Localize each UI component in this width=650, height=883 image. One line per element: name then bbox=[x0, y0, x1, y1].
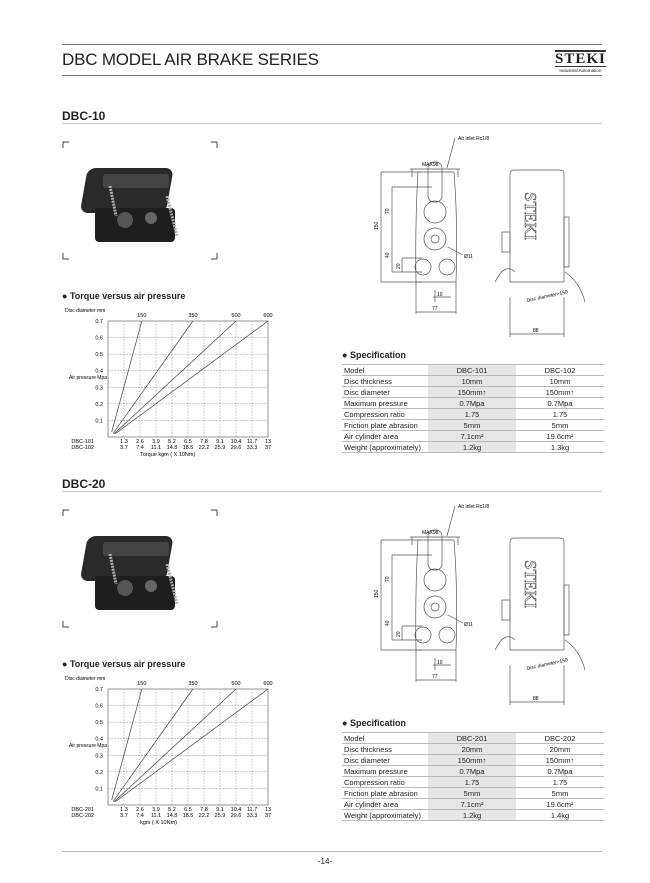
air-inlet-label: Air inlet Rc1/8 bbox=[458, 136, 490, 142]
x-tick-label: 11.1 bbox=[150, 445, 162, 451]
spec-value: 150mm↑ bbox=[516, 387, 604, 398]
spec-label: Air cylinder area bbox=[342, 799, 428, 810]
x-tick-label: 13 bbox=[264, 439, 272, 445]
y-tick-label: 0.4 bbox=[95, 368, 103, 375]
x-tick-label: 10.4 bbox=[230, 439, 242, 445]
x-tick-label: 3.7 bbox=[120, 813, 128, 819]
y-tick-label: 0.7 bbox=[95, 319, 103, 325]
spec-value: 7.1cm² bbox=[428, 799, 516, 810]
spec-value: 5mm bbox=[516, 788, 604, 799]
spec-value: 10mm bbox=[428, 376, 516, 387]
x-tick-label: 22.2 bbox=[198, 813, 210, 819]
spec-value: DBC-102 bbox=[516, 365, 604, 376]
x-axis-label: kgm ( X 10Nm) bbox=[140, 820, 177, 826]
series-axis-label: Disc diameter mm bbox=[65, 308, 106, 314]
x-tick-label: 2.6 bbox=[136, 439, 144, 445]
y-tick-label: 0.5 bbox=[95, 720, 103, 727]
y-axis-label: Air pressure Mpa bbox=[68, 375, 108, 381]
x-tick-label: 33.3 bbox=[246, 445, 258, 451]
brand-engraving: STEKI bbox=[521, 192, 540, 241]
x-tick-label: 10.4 bbox=[230, 807, 242, 813]
spec-label: Disc thickness bbox=[342, 744, 428, 755]
series-label: 500 bbox=[231, 313, 241, 319]
y-tick-label: 0.3 bbox=[95, 385, 103, 392]
spec-value: 1.75 bbox=[428, 409, 516, 420]
chart-title: ● Torque versus air pressure bbox=[62, 291, 186, 301]
air-inlet-label: Air inlet Rc1/8 bbox=[458, 504, 490, 510]
spec-row bbox=[342, 733, 604, 744]
series-line-500 bbox=[114, 689, 236, 802]
disc-diameter-label: Disc diameter>150 bbox=[526, 657, 569, 672]
product-section bbox=[0, 368, 650, 826]
spec-row bbox=[342, 755, 604, 766]
x-tick-label: 14.8 bbox=[166, 445, 178, 451]
y-axis-label: Air pressure Mpa bbox=[68, 743, 108, 749]
spec-value: 150mm↑ bbox=[516, 755, 604, 766]
dim-40: 40 bbox=[385, 252, 391, 258]
x-tick-label: 37 bbox=[264, 813, 272, 819]
spec-value: 20mm bbox=[428, 744, 516, 755]
spec-label: Disc thickness bbox=[342, 376, 428, 387]
dim-20: 20 bbox=[396, 263, 402, 269]
spec-label: Disc diameter bbox=[342, 755, 428, 766]
spec-label: Compression ratio bbox=[342, 777, 428, 788]
spec-label: Model bbox=[342, 365, 428, 376]
spec-value: 1.2kg bbox=[428, 810, 516, 821]
y-tick-label: 0.1 bbox=[95, 418, 103, 425]
spec-value: 5mm bbox=[428, 788, 516, 799]
torque-chart bbox=[60, 671, 280, 831]
spec-row bbox=[342, 777, 604, 788]
spec-title: ● Specification bbox=[342, 718, 406, 728]
row-label: DBC-202 bbox=[71, 813, 94, 819]
series-label: 350 bbox=[188, 681, 198, 687]
spec-title-text: Specification bbox=[349, 718, 406, 728]
dim-40: 40 bbox=[385, 620, 391, 626]
dim-88: 88 bbox=[533, 696, 539, 702]
dim-10: 10 bbox=[437, 660, 443, 666]
chart-title-text: Torque versus air pressure bbox=[69, 659, 186, 669]
spec-value: 0.7Mpa bbox=[516, 398, 604, 409]
y-tick-label: 0.4 bbox=[95, 736, 103, 743]
spec-row bbox=[342, 766, 604, 777]
series-label: 150 bbox=[137, 681, 147, 687]
x-tick-label: 37 bbox=[264, 445, 272, 451]
spec-value: 1.75 bbox=[428, 777, 516, 788]
page-title: DBC MODEL AIR BRAKE SERIES bbox=[62, 50, 319, 69]
spec-table bbox=[342, 732, 604, 821]
x-tick-label: 3.9 bbox=[152, 439, 160, 445]
spec-value: 0.7Mpa bbox=[428, 398, 516, 409]
series-line-350 bbox=[113, 689, 193, 802]
spec-value: 150mm↑ bbox=[428, 755, 516, 766]
y-tick-label: 0.1 bbox=[95, 786, 103, 793]
x-tick-label: 1.3 bbox=[120, 807, 128, 813]
y-tick-label: 0.6 bbox=[95, 703, 103, 710]
spec-value: 0.7Mpa bbox=[428, 766, 516, 777]
x-tick-label: 18.5 bbox=[182, 445, 194, 451]
x-tick-label: 11.7 bbox=[246, 807, 258, 813]
logo-text: STEKI bbox=[555, 51, 606, 67]
spec-row bbox=[342, 788, 604, 799]
spec-label: Weight (approximately) bbox=[342, 442, 428, 453]
spec-value: 19.6cm² bbox=[516, 431, 604, 442]
spec-value: DBC-201 bbox=[428, 733, 516, 744]
spec-label: Model bbox=[342, 733, 428, 744]
x-axis-label: Torque kgm ( X 10Nm) bbox=[140, 452, 196, 458]
x-tick-label: 9.1 bbox=[216, 807, 224, 813]
x-tick-label: 13 bbox=[264, 807, 272, 813]
x-tick-label: 3.9 bbox=[152, 807, 160, 813]
row-label: DBC-201 bbox=[71, 807, 94, 813]
dim-77: 77 bbox=[432, 306, 438, 312]
spec-value: 150mm↑ bbox=[428, 387, 516, 398]
series-axis-label: Disc diameter mm bbox=[65, 676, 106, 682]
x-tick-label: 7.4 bbox=[136, 813, 144, 819]
product-photo bbox=[55, 506, 225, 631]
x-tick-label: 9.1 bbox=[216, 439, 224, 445]
series-label: 350 bbox=[188, 313, 198, 319]
x-tick-label: 5.2 bbox=[168, 807, 176, 813]
spec-value: 1.75 bbox=[516, 777, 604, 788]
spec-value: 10mm bbox=[516, 376, 604, 387]
hole-label: Ø11 bbox=[464, 622, 474, 628]
dim-150: 150 bbox=[374, 221, 380, 230]
dim-150: 150 bbox=[374, 589, 380, 598]
spec-value: 1.3kg bbox=[516, 442, 604, 453]
spec-label: Compression ratio bbox=[342, 409, 428, 420]
x-tick-label: 2.6 bbox=[136, 807, 144, 813]
max-label: MAX98 bbox=[422, 530, 439, 536]
x-tick-label: 25.9 bbox=[214, 813, 226, 819]
spec-label: Disc diameter bbox=[342, 387, 428, 398]
chart-title: ● Torque versus air pressure bbox=[62, 659, 186, 669]
x-tick-label: 3.7 bbox=[120, 445, 128, 451]
x-tick-label: 1.3 bbox=[120, 439, 128, 445]
x-tick-label: 25.9 bbox=[214, 445, 226, 451]
series-label: 500 bbox=[231, 681, 241, 687]
dim-70: 70 bbox=[385, 576, 391, 582]
row-label: DBC-102 bbox=[71, 445, 94, 451]
spec-label: Friction plate abrasion bbox=[342, 788, 428, 799]
x-tick-label: 14.8 bbox=[166, 813, 178, 819]
spec-value: 5mm bbox=[516, 420, 604, 431]
y-tick-label: 0.3 bbox=[95, 753, 103, 760]
x-tick-label: 7.8 bbox=[200, 807, 208, 813]
x-tick-label: 18.5 bbox=[182, 813, 194, 819]
spec-value: 1.75 bbox=[516, 409, 604, 420]
x-tick-label: 6.5 bbox=[184, 807, 192, 813]
x-tick-label: 22.2 bbox=[198, 445, 210, 451]
x-tick-label: 29.6 bbox=[230, 813, 242, 819]
x-tick-label: 11.7 bbox=[246, 439, 258, 445]
series-label: 600 bbox=[263, 313, 273, 319]
x-tick-label: 5.2 bbox=[168, 439, 176, 445]
spec-label: Friction plate abrasion bbox=[342, 420, 428, 431]
spec-title-text: Specification bbox=[349, 350, 406, 360]
spec-value: 7.1cm² bbox=[428, 431, 516, 442]
spec-row bbox=[342, 744, 604, 755]
x-tick-label: 29.6 bbox=[230, 445, 242, 451]
spec-value: DBC-202 bbox=[516, 733, 604, 744]
max-label: MAX98 bbox=[422, 162, 439, 168]
disc-diameter-label: Disc diameter>150 bbox=[526, 289, 569, 304]
y-tick-label: 0.2 bbox=[95, 401, 103, 408]
dim-88: 88 bbox=[533, 328, 539, 334]
spec-value: 1.2kg bbox=[428, 442, 516, 453]
spec-label: Maximum pressure bbox=[342, 766, 428, 777]
spec-value: 1.4kg bbox=[516, 810, 604, 821]
spec-value: 5mm bbox=[428, 420, 516, 431]
dim-20: 20 bbox=[396, 631, 402, 637]
spec-value: 19.6cm² bbox=[516, 799, 604, 810]
spec-title: ● Specification bbox=[342, 350, 406, 360]
spec-label: Maximum pressure bbox=[342, 398, 428, 409]
dimension-drawing bbox=[340, 500, 640, 710]
y-tick-label: 0.2 bbox=[95, 769, 103, 776]
dim-10: 10 bbox=[437, 292, 443, 298]
spec-row bbox=[342, 810, 604, 821]
spec-label: Air cylinder area bbox=[342, 431, 428, 442]
dimension-drawing bbox=[340, 132, 640, 342]
x-tick-label: 6.5 bbox=[184, 439, 192, 445]
brand-engraving: STEKI bbox=[521, 560, 540, 609]
hole-label: Ø11 bbox=[464, 254, 474, 260]
series-label: 600 bbox=[263, 681, 273, 687]
y-tick-label: 0.7 bbox=[95, 687, 103, 693]
x-tick-label: 11.1 bbox=[150, 813, 162, 819]
spec-value: 20mm bbox=[516, 744, 604, 755]
dim-77: 77 bbox=[432, 674, 438, 680]
dim-70: 70 bbox=[385, 208, 391, 214]
y-tick-label: 0.5 bbox=[95, 352, 103, 359]
x-tick-label: 33.3 bbox=[246, 813, 258, 819]
y-tick-label: 0.6 bbox=[95, 335, 103, 342]
chart-title-text: Torque versus air pressure bbox=[69, 291, 186, 301]
x-tick-label: 7.8 bbox=[200, 439, 208, 445]
section-title: DBC-10 bbox=[62, 109, 106, 123]
logo-subtitle: Industrial Automation bbox=[559, 68, 602, 73]
x-tick-label: 7.4 bbox=[136, 445, 144, 451]
spec-label: Weight (approximately) bbox=[342, 810, 428, 821]
row-label: DBC-101 bbox=[71, 439, 94, 445]
section-title: DBC-20 bbox=[62, 477, 106, 491]
series-label: 150 bbox=[137, 313, 147, 319]
spec-value: 0.7Mpa bbox=[516, 766, 604, 777]
spec-value: DBC-101 bbox=[428, 365, 516, 376]
spec-row bbox=[342, 799, 604, 810]
product-photo bbox=[55, 138, 225, 263]
series-line-600 bbox=[115, 689, 268, 802]
page-number: -14- bbox=[317, 857, 333, 866]
